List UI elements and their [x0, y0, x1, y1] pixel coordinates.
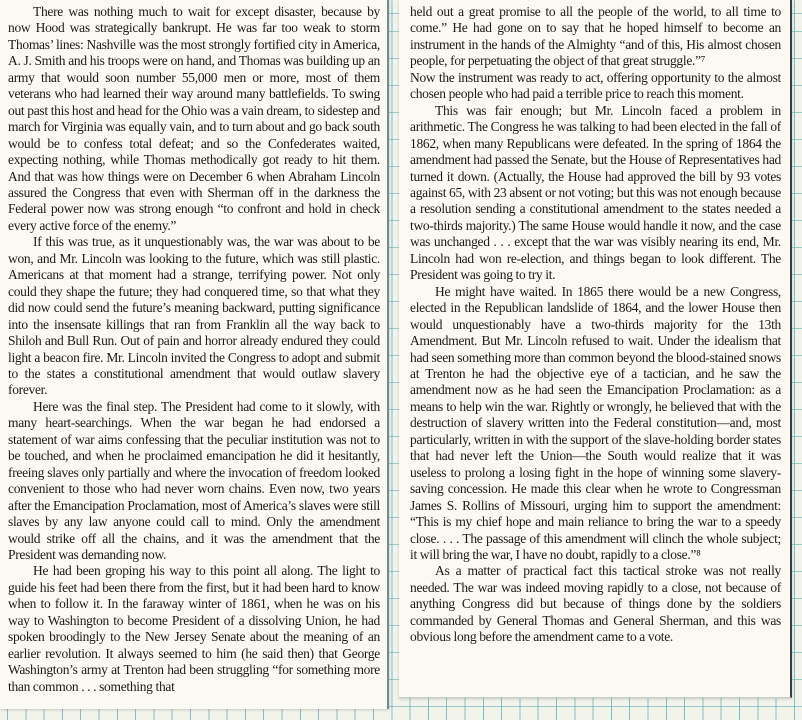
paragraph-continuation: held out a great promise to all the people of the world, to all time to come.” He had gone on to say that he hoped himself to become an instrument in the hands of the Almighty “and of this, His almost chosen people, for perpetuating the object of that great struggle.”⁷	[410, 4, 781, 69]
paragraph: As a matter of practical fact this tactical stroke was not really needed. The war was indeed moving rapidly to a close, not because of anything Congress did but because of things done by the soldiers commanded by General Thomas and General Sherman, and this was obvious long before the amendment came to a vote.	[410, 563, 781, 645]
paragraph: Now the instrument was ready to act, offering opportunity to the almost chosen people who had paid a terrible price to reach this moment.	[410, 69, 781, 102]
book-page-left-column	[0, 0, 389, 709]
paragraph: If this was true, as it unquestionably was, the war was about to be won, and Mr. Lincoln was looking to the future, which was still plastic. Americans at that moment had a strange, terrifying power. Not only could they shape the future; they had conquered time, so that what they did now could send the future’s meaning backward, putting significance into the insensate killings that ran from Franklin all the way back to Shiloh and Bull Run. Out of pain and horror already endured they could light a beacon fire. Mr. Lincoln invited the Congress to adopt and submit to the states a constitutional amendment that would outlaw slavery forever.	[8, 234, 380, 398]
paragraph: He had been groping his way to this point all along. The light to guide his feet had been there from the first, but it had been hard to know when to follow it. In the faraway winter of 1861, when he was on his way to Washington to become President of a dissolving Union, he had spoken broodingly to the New Jersey Senate about the meaning of an earlier revolution. It always seemed to him (he said then) that George Washington’s army at Trenton had been struggling “for something more than common . . . something that	[8, 563, 380, 694]
paragraph: He might have waited. In 1865 there would be a new Congress, elected in the Republican landslide of 1864, and the lower House then would unquestionably have a two-thirds majority for the 13th Amendment. But Mr. Lincoln refused to wait. Under the idealism that had seen something more than common beyond the blood-stained snows at Trenton he had the objective eye of a tactician, and he saw the amendment now as he had seen the Emancipation Proclamation: as a means to help win the war. Rightly or wrongly, he believed that with the destruction of slavery written into the Federal constitution—and, most particularly, written in with the support of the slave-holding border states that had never left the Union—the South would realize that it was useless to prolong a losing fight in the hope of winning some slavery-saving concession. He made this clear when he wrote to Congressman James S. Rollins of Missouri, urging him to support the amendment: “This is my chief hope and main reliance to bring the war to a speedy close. . . . The passage of this amendment will clinch the whole subject; it will bring the war, I have no doubt, rapidly to a close.”⁸	[410, 283, 781, 562]
paragraph: There was nothing much to wait for except disaster, because by now Hood was strategically bankrupt. He was far too weak to storm Thomas’ lines: Nashville was the most strongly fortified city in America, A. J. Smith and his troops were on hand, and Thomas was building up an army that would soon number 55,000 men or more, most of them veterans who had learned their way around many battlefields. To swing out past this host and head for the Ohio was a vain dream, to sidestep and march for Virginia was equally vain, and to turn about and go back south would be to confess total defeat; and so the Confederates waited, expecting nothing, while Thomas methodically got ready to hit them. And that was how things were on December 6 when Abraham Lincoln assured the Congress that even with Sherman off in the darkness the Federal power now was strong enough “to confront and hold in check every active force of the enemy.”	[8, 4, 380, 233]
book-page-right-column	[399, 0, 792, 698]
paragraph: This was fair enough; but Mr. Lincoln faced a problem in arithmetic. The Congress he was talking to had been elected in the fall of 1862, when many Republicans were defeated. In the spring of 1864 the amendment had passed the Senate, but the House of Representatives had turned it down. (Actually, the House had approved the bill by 93 votes against 65, with 23 absent or not voting; but this was not enough because a resolution sending a constitutional amendment to the states needed a two-thirds majority.) The same House would handle it now, and the case was unchanged . . . except that the war was visibly nearing its end, Mr. Lincoln had won re-election, and things began to look different. The President was going to try it.	[410, 102, 781, 283]
paragraph: Here was the final step. The President had come to it slowly, with many heart-searchings. When the war began he had endorsed a statement of war aims confessing that the peculiar institution was not to be touched, and when he proclaimed emancipation he did it hesitantly, freeing slaves only partially and where the invocation of freedom looked convenient to those who had never worn chains. Even now, two years after the Emancipation Proclamation, most of America’s slaves were still slaves by any law anyone could call to mind. Only the amendment would strike off all the chains, and it was the amendment that the President was demanding now.	[8, 398, 380, 562]
